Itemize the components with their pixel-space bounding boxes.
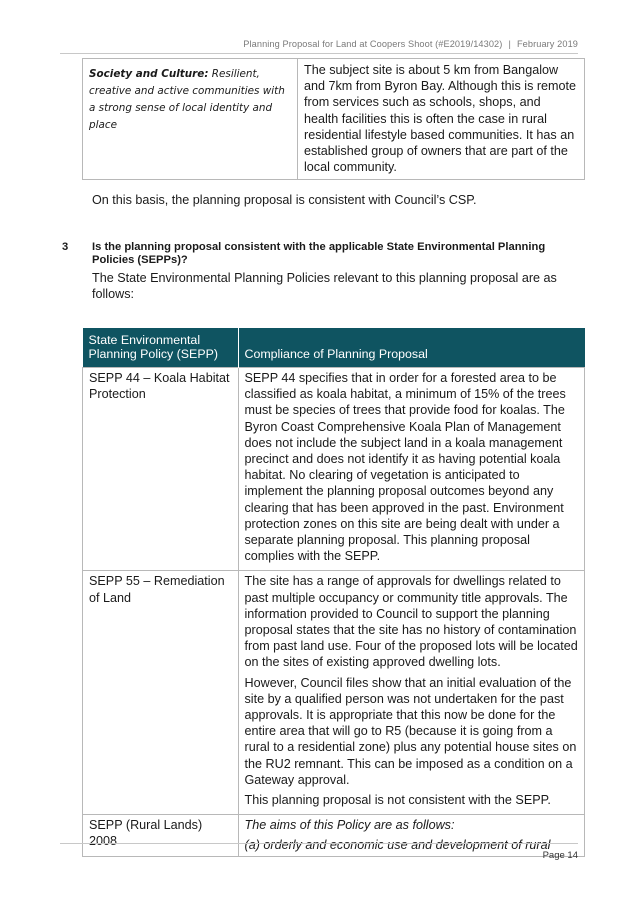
table-row [83,571,585,815]
header-doc-title: Planning Proposal for Land at Coopers Shoot (#E2019/14302) [243,39,503,49]
sepp-policy-cell: SEPP 55 – Remediation of Land [83,571,239,815]
csp-conclusion: On this basis, the planning proposal is consistent with Council’s CSP. [92,193,477,207]
sepp-table-header-row [83,328,585,368]
sepp-header-compliance: Compliance of Planning Proposal [238,328,585,368]
section-heading: Is the planning proposal consistent with the applicable State Environmental Planning Policies (SEPPs)? [92,241,546,266]
sepp-policy-cell: SEPP 44 – Koala Habitat Protection [83,368,239,571]
running-header [243,39,578,49]
sepp-compliance-cell [238,368,585,571]
sepp-policy-cell: SEPP (Rural Lands) 2008 [83,815,239,856]
header-separator: | [508,39,511,49]
sepp-table [82,328,585,857]
compliance-paragraph: This planning proposal is not consistent with the SEPP. [244,793,551,808]
header-rule [60,53,578,54]
compliance-paragraph: However, Council files show that an initial evaluation of the site by a qualified person was not undertaken for the past approvals. It is appropriate that this now be done for the entire area that will go to R5 (because it is going from a rural to a residential zone) plus any potential house sites on the RU2 remnant. This can be imposed as a condition on a Gateway approval. [244,675,577,787]
header-date: February 2019 [516,39,578,49]
compliance-paragraph: (a) orderly and economic use and development of rural [244,838,551,853]
csp-objective-title: Society and Culture: [89,68,209,80]
table-row [83,368,585,571]
section-intro: The State Environmental Planning Policies relevant to this planning proposal are as follows: [92,271,557,302]
csp-response-cell: The subject site is about 5 km from Bangalow and 7km from Byron Bay. Although this is remote from services such as schools, shops, and health facilities this is often the case in rural residential lifestyle based communities. It has an established group of owners that are part of the local community. [298,59,585,180]
table-row [83,815,585,856]
compliance-paragraph: The aims of this Policy are as follows: [244,818,455,833]
compliance-paragraph: The site has a range of approvals for dwellings related to past multiple occupancy or community title approvals. The information provided to Council to support the planning proposal states that the site has no history of contamination from past land use. Four of the proposed lots will be located on the sites of existing approved dwelling lots. [244,574,578,670]
sepp-header-policy: State Environmental Planning Policy (SEPP) [83,328,239,368]
csp-table [82,58,585,180]
footer-rule [60,843,578,844]
csp-objective-text: Resilient, creative and active communities with a strong sense of local identity and place [89,68,285,131]
page-number: Page 14 [542,850,578,861]
sepp-compliance-cell [238,571,585,815]
compliance-paragraph: SEPP 44 specifies that in order for a forested area to be classified as koala habitat, a minimum of 15% of the trees must be species of trees that provide food for koalas. The Byron Coast Comprehensive Koala Plan of Management does not include the subject land in a koala management precinct and does not identify it as having potential koala habitat. No clearing of vegetation is anticipated to implement the planning proposal outcomes beyond any clearing that has been approved in the past. Environment protection zones on this site are being dealt with under a separate planning proposal. This planning proposal complies with the SEPP. [244,371,566,564]
csp-table-row [83,59,585,180]
csp-objective-cell [83,59,298,180]
sepp-compliance-cell [238,815,585,856]
section-number: 3 [62,241,69,253]
